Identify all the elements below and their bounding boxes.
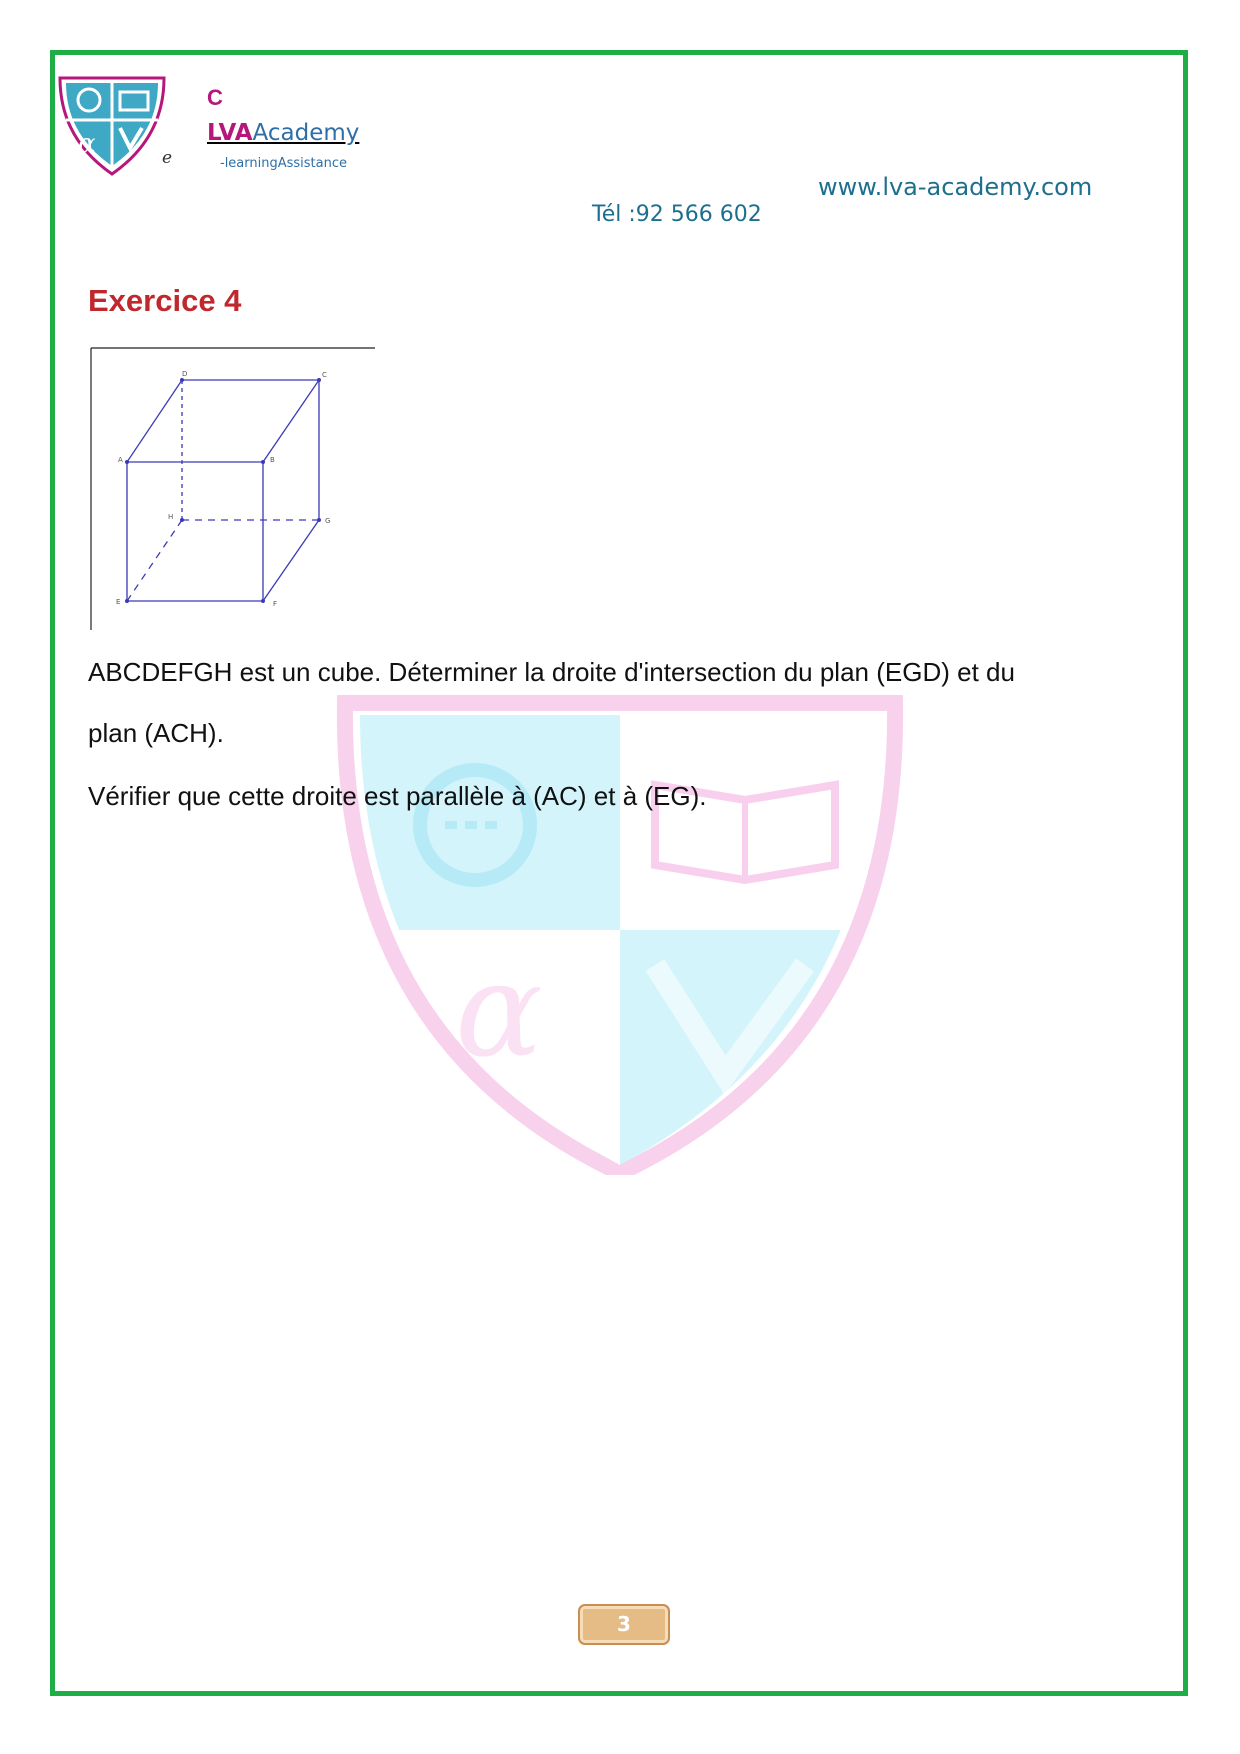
exercise-title: Exercice 4 bbox=[88, 283, 242, 318]
vertex-label-b: B bbox=[270, 456, 275, 464]
logo-letter: e bbox=[162, 148, 173, 168]
page-number: 3 bbox=[578, 1604, 670, 1645]
vertex-label-h: H bbox=[168, 513, 174, 521]
svg-text:α: α bbox=[78, 129, 96, 159]
phone-number: Tél :92 566 602 bbox=[592, 202, 762, 227]
exercise-statement-line-1: ABCDEFGH est un cube. Déterminer la droite d'intersection du plan (EGD) et du bbox=[88, 657, 1015, 687]
exercise-statement-line-2: plan (ACH). bbox=[88, 718, 224, 748]
vertex-label-c: C bbox=[322, 371, 327, 379]
academy-watermark bbox=[335, 695, 905, 1175]
cube-figure bbox=[90, 347, 375, 630]
svg-text:α: α bbox=[455, 934, 543, 1086]
vertex-label-f: F bbox=[273, 600, 278, 608]
vertex-label-e: E bbox=[116, 598, 121, 606]
vertex-label-a: A bbox=[118, 456, 123, 464]
vertex-label-d: D bbox=[182, 370, 188, 378]
brand-name bbox=[207, 120, 359, 146]
exercise-question: Vérifier que cette droite est parallèle à (AC) et à (EG). bbox=[88, 781, 707, 811]
vertex-label-g: G bbox=[325, 517, 331, 525]
brand-tagline: -learningAssistance bbox=[220, 156, 347, 171]
brand-initial: C bbox=[207, 85, 223, 110]
academy-logo bbox=[56, 76, 168, 176]
brand-lva: LVA bbox=[207, 120, 253, 146]
website-link[interactable]: www.lva-academy.com bbox=[818, 173, 1093, 201]
brand-academy: Academy bbox=[252, 120, 360, 146]
